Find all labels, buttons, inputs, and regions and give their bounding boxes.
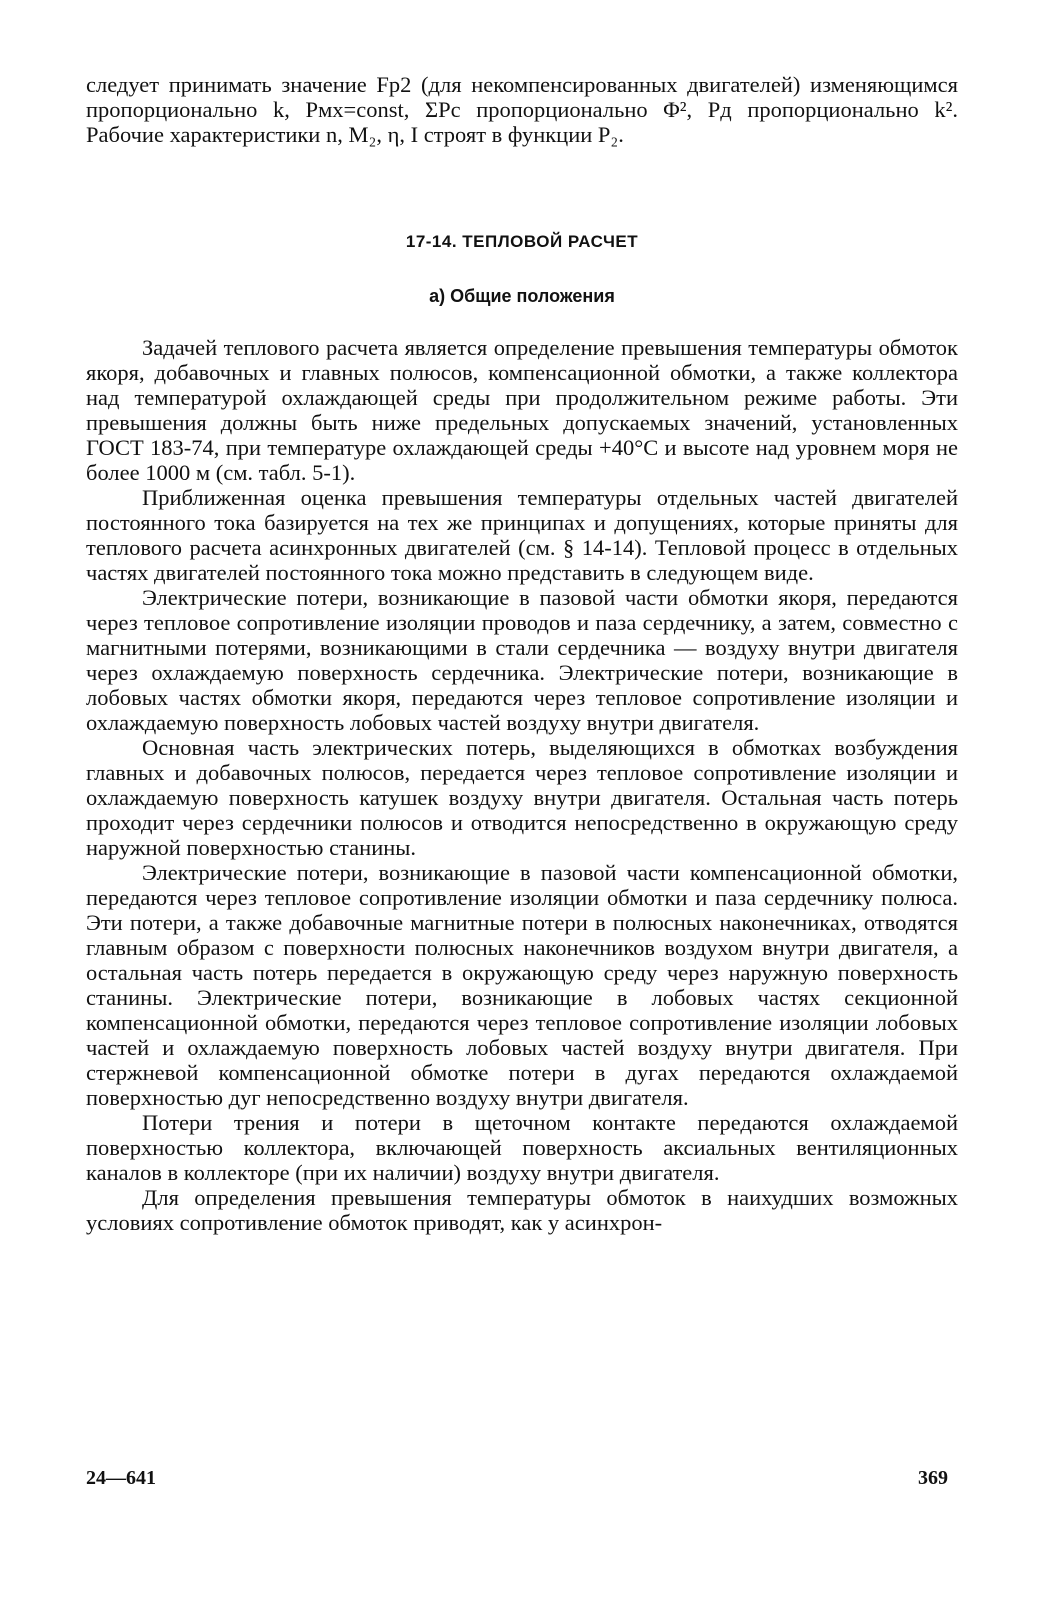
paragraph-estimate: Приближенная оценка превышения температуры отдельных частей двигателей постоянного тока базируется на тех же принципах и допущениях, которые приняты для теплового расчета асинхронных двигателей (см. § 14-14). Тепловой процесс в отдельных частях двигателей постоянного тока можно представить в следующем виде. [86, 485, 958, 585]
page-number: 369 [918, 1467, 948, 1489]
paragraph-friction-losses: Потери трения и потери в щеточном контакте передаются охлаждаемой поверхностью коллектора, включающей поверхность аксиальных вентиляционных каналов в коллекторе (при их наличии) воздуху внутри двигателя. [86, 1110, 958, 1185]
body-text [86, 335, 958, 1235]
paragraph-compensation-losses: Электрические потери, возникающие в пазовой части компенсационной обмотки, передаются через тепловое сопротивление изоляции обмотки и паза сердечнику полюса. Эти потери, а также добавочные магнитные потери в полюсных наконечниках, отводятся главным образом с поверхности полюсных наконечников воздухом внутри двигателя, а остальная часть потерь передается в окружающую среду через наружную поверхность станины. Электрические потери, возникающие в лобовых частях секционной компенсационной обмотки, передаются через тепловое сопротивление изоляции лобовых частей и охлаждаемую поверхность лобовых частей воздуху внутри двигателя. При стержневой компенсационной обмотке потери в дугах передаются охлаждаемой поверхностью дуг непосредственно воздуху внутри двигателя. [86, 860, 958, 1110]
intro-paragraph [86, 72, 958, 147]
section-title: 17-14. ТЕПЛОВОЙ РАСЧЕТ [405, 232, 639, 251]
signature-mark: 24—641 [86, 1467, 156, 1489]
paragraph-excitation-losses: Основная часть электрических потерь, выделяющихся в обмотках возбуждения главных и добавочных полюсов, передается через тепловое сопротивление изоляции и охлаждаемую поверхность катушек воздуху внутри двигателя. Остальная часть потерь проходит через сердечники полюсов и отводится непосредственно в окружающую среду наружной поверхностью станины. [86, 735, 958, 860]
paragraph-worst-case: Для определения превышения температуры обмоток в наихудших возможных условиях сопротивление обмоток приводят, как у асинхрон- [86, 1185, 958, 1235]
paragraph-task: Задачей теплового расчета является определение превышения температуры обмоток якоря, добавочных и главных полюсов, компенсационной обмотки, а также коллектора над температурой охлаждающей среды при продолжительном режиме работы. Эти превышения должны быть ниже предельных допускаемых значений, установленных ГОСТ 183-74, при температуре охлаждающей среды +40°С и высоте над уровнем моря не более 1000 м (см. табл. 5-1). [86, 335, 958, 485]
intro-text: следует принимать значение Fр2 (для некомпенсированных двигателей) изменяющимся пропорционально k, Pмх=const, ΣPс пропорционально Φ², Pд пропорционально k². Рабочие характеристики n, M₂, η, I строят в функции P₂. [86, 72, 958, 147]
paragraph-armature-losses: Электрические потери, возникающие в пазовой части обмотки якоря, передаются через тепловое сопротивление изоляции проводов и паза сердечнику, а затем, совместно с магнитными потерями, возникающими в стали сердечника — воздуху внутри двигателя через охлаждаемую поверхность сердечника. Электрические потери, возникающие в лобовых частях обмотки якоря, передаются через тепловое сопротивление изоляции и охлаждаемую поверхность лобовых частей воздуху внутри двигателя. [86, 585, 958, 735]
subsection-title: а) Общие положения [429, 286, 615, 306]
